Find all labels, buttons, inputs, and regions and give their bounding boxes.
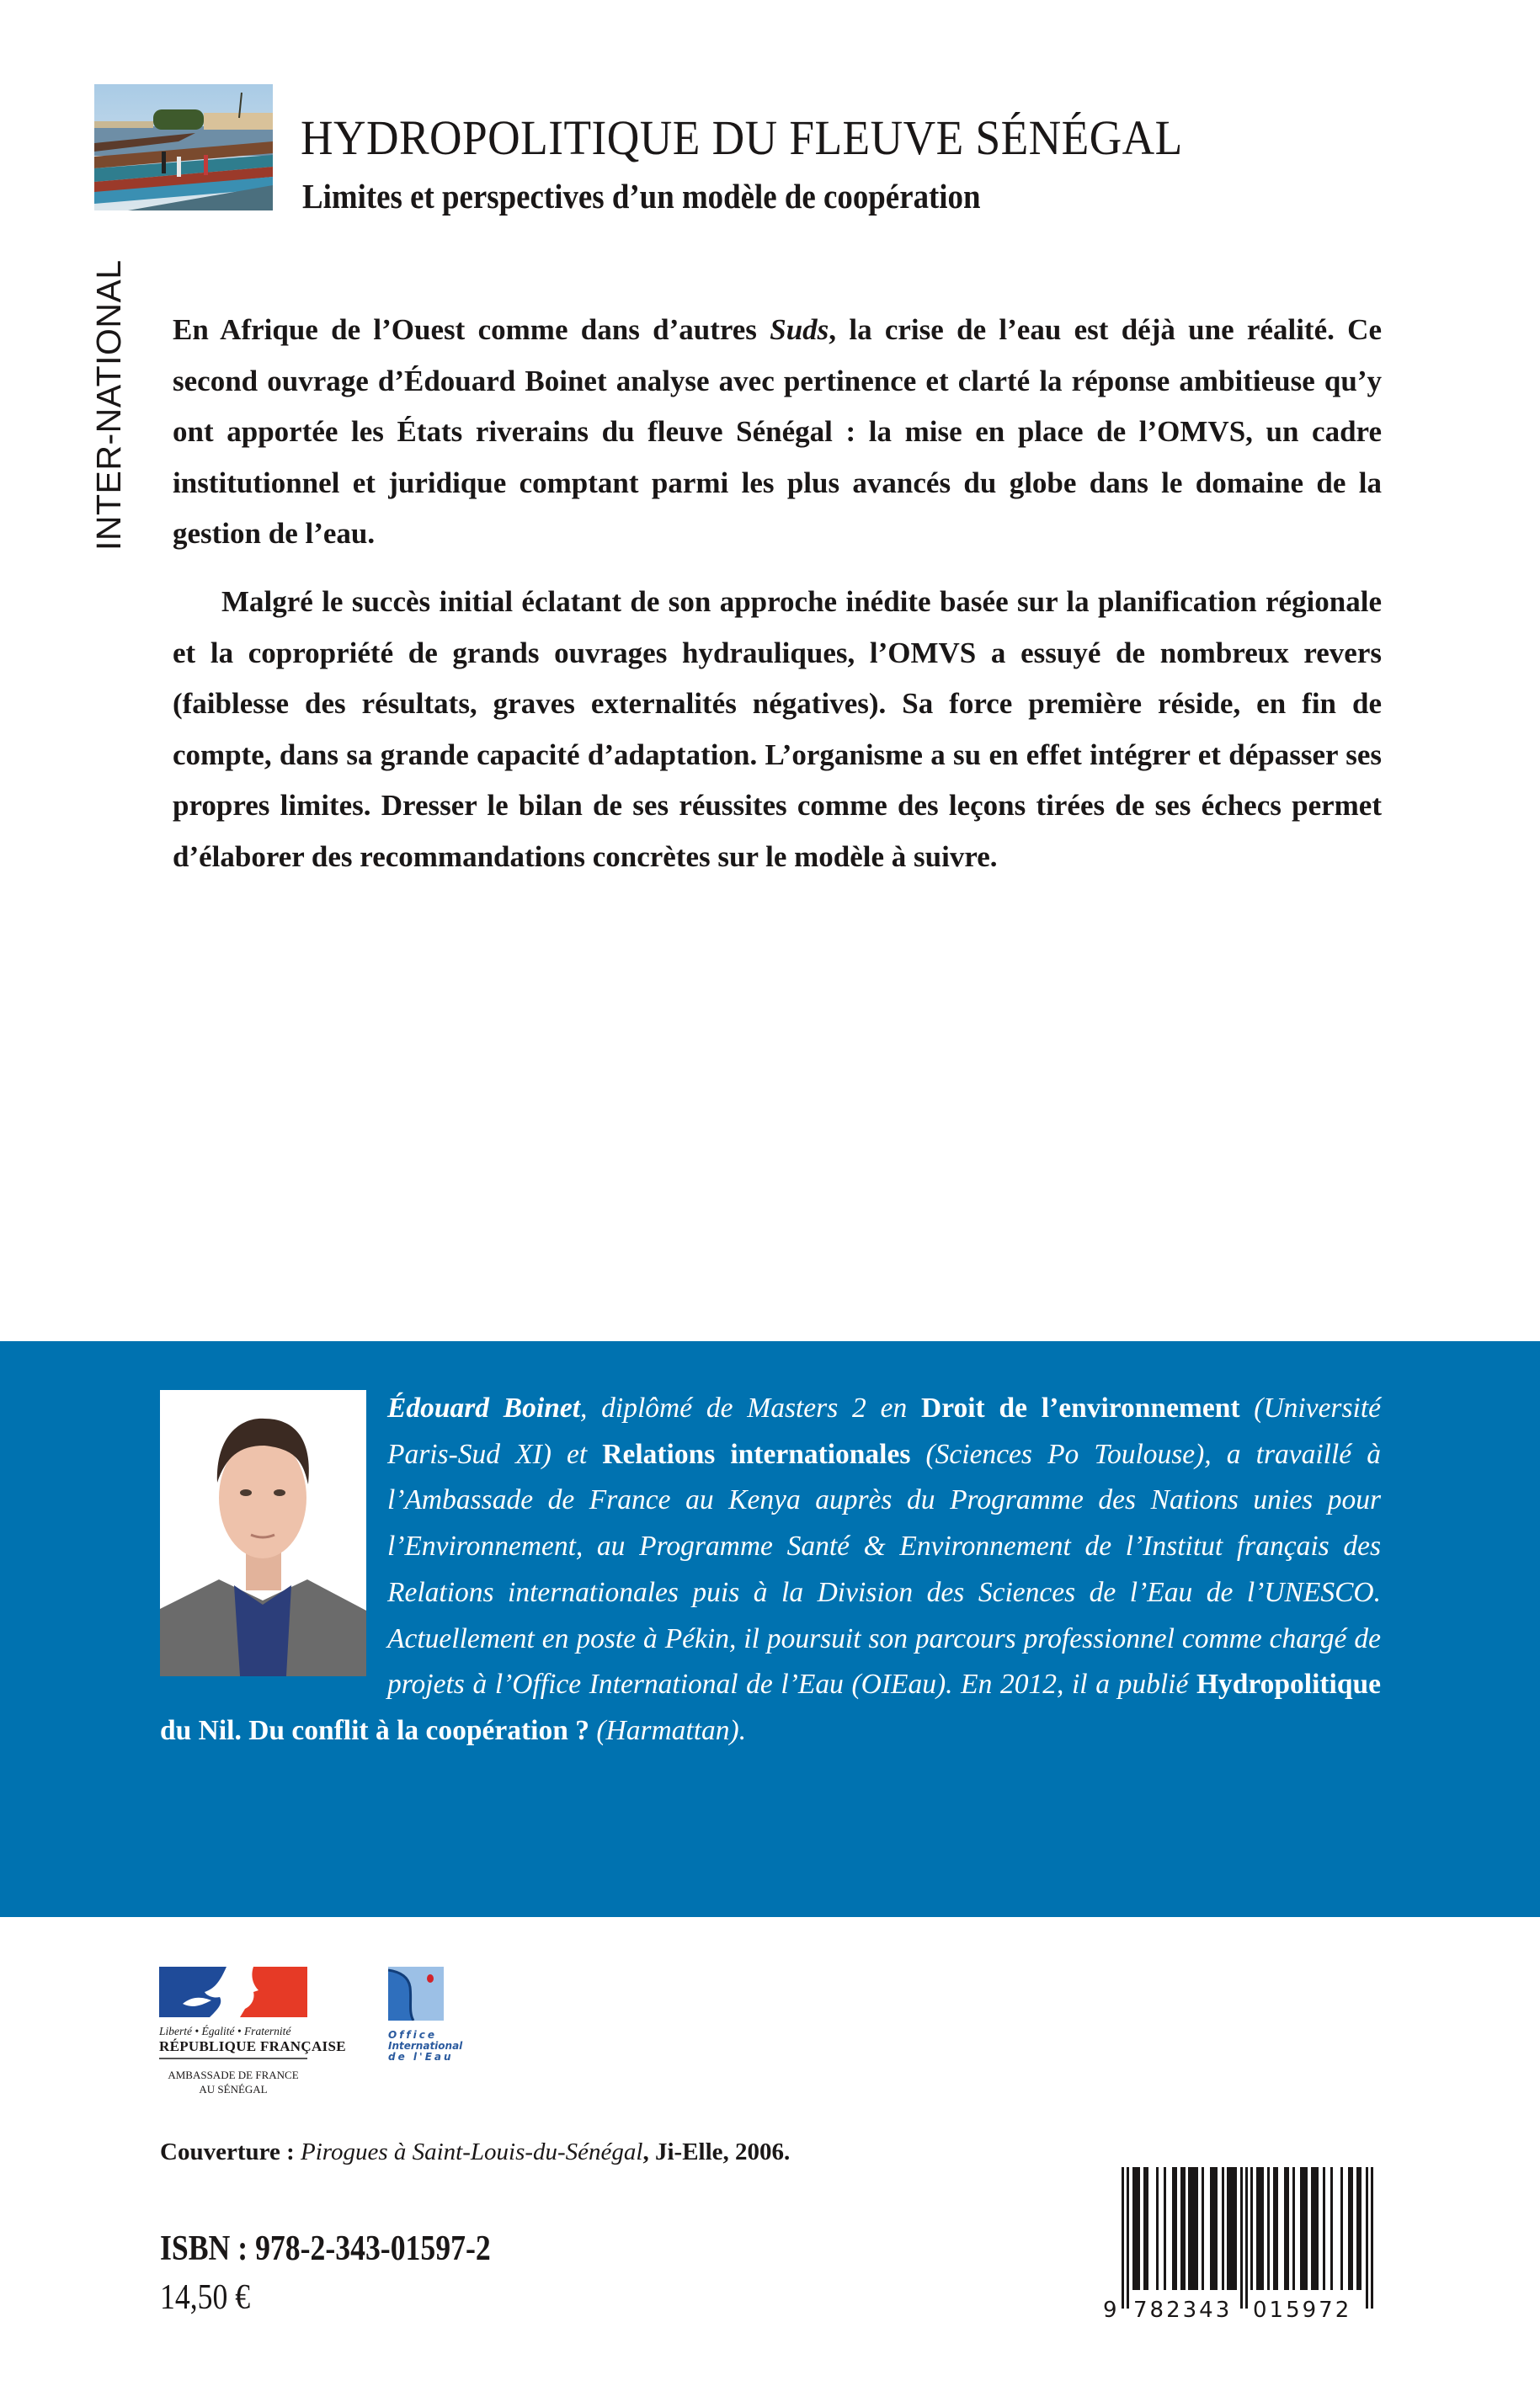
rf-embassy-line-2: AU SÉNÉGAL bbox=[199, 2083, 268, 2096]
credit-author-year: , Ji-Elle, 2006. bbox=[642, 2138, 791, 2165]
degree-1: Droit de l’environnement bbox=[921, 1393, 1240, 1424]
book-subtitle: Limites et perspectives d’un modèle de coopération bbox=[302, 177, 981, 216]
rf-name: RÉPUBLIQUE FRANÇAISE bbox=[159, 2038, 307, 2059]
author-bio bbox=[160, 1386, 1381, 1755]
blurb-text: En Afrique de l’Ouest comme dans d’autres bbox=[173, 313, 770, 346]
blurb-paragraph-2: Malgré le succès initial éclatant de son approche inédite basée sur la planification régionale et la copropriété de grands ouvrages hydrauliques, l’OMVS a essuyé de nombreux revers (faiblesse des résultats, graves externalités négatives). Sa force première réside, en fin de compte, dans sa grande capacité d’adaptation. L’organisme a su en effet intégrer et dépasser ses propres limites. Dresser le bilan de ses réussites comme des leçons tirées de ses échecs permet d’élaborer des recommandations concrètes sur le modèle à suivre. bbox=[173, 584, 1382, 873]
cover-thumbnail-image bbox=[94, 84, 273, 210]
bio-text: (Sciences Po Toulouse), a travaillé à l’Ambassade de France au Kenya auprès du Programme des Nations unies pour l’Environnement, au Programme Santé & Environnement de l’Institut français des Relations internationales puis à la Division des Sciences de l’Eau de l’UNESCO. Actuellement en poste à Pékin, il poursuit son parcours professionnel comme chargé de projets à l’Office International de l’Eau (OIEau). En 2012, il a publié bbox=[387, 1438, 1381, 1701]
credit-label: Couverture : bbox=[160, 2138, 301, 2165]
pirogues-photo-icon bbox=[94, 84, 273, 210]
oieau-line-1: Office bbox=[388, 2029, 438, 2041]
blurb-text: , la crise de l’eau est déjà une réalité. Ce second ouvrage d’Édouard Boinet analyse avec pertinence et clarté la réponse ambitieuse qu’y ont apportée les États riverains du fleuve Sénégal : la mise en place de l’OMVS, un cadre institutionnel et juridique comptant parmi les plus avancés du globe dans le domaine de la gestion de l’eau. bbox=[173, 313, 1382, 551]
bio-text: (Harmattan). bbox=[589, 1714, 747, 1746]
photo-spacer bbox=[160, 1386, 387, 1706]
barcode-right-digits: 015972 bbox=[1253, 2298, 1352, 2320]
blurb bbox=[173, 305, 1382, 883]
blurb-emphasis: Suds bbox=[770, 313, 829, 346]
collection-label: INTER-NATIONAL bbox=[89, 259, 128, 551]
blurb-paragraph-1 bbox=[173, 305, 1382, 560]
rf-embassy-line-1: AMBASSADE DE FRANCE bbox=[168, 2069, 299, 2081]
oieau-line-3: de l'Eau bbox=[388, 2051, 454, 2063]
oieau-logo bbox=[388, 1967, 463, 2063]
oieau-line-2: International bbox=[388, 2040, 463, 2052]
degree-2: Relations internationales bbox=[602, 1438, 911, 1470]
previous-book-title: Hydropolitique du Nil. Du conflit à la coopération ? bbox=[160, 1669, 1381, 1746]
book-title: HYDROPOLITIQUE DU FLEUVE SÉNÉGAL bbox=[301, 110, 1183, 165]
author-name: Édouard Boinet bbox=[387, 1393, 581, 1424]
bio-text: (Université Paris-Sud XI) et bbox=[387, 1393, 1381, 1470]
barcode-icon bbox=[1100, 2167, 1386, 2320]
oieau-wave-icon bbox=[388, 1967, 444, 2021]
isbn: ISBN : 978-2-343-01597-2 bbox=[160, 2229, 491, 2268]
ean-barcode bbox=[1100, 2167, 1386, 2320]
credit-title: Pirogues à Saint-Louis-du-Sénégal bbox=[300, 2138, 643, 2165]
rf-motto: Liberté • Égalité • Fraternité bbox=[159, 2025, 291, 2037]
price: 14,50 € bbox=[160, 2278, 251, 2317]
cover-credit bbox=[160, 2137, 790, 2167]
marianne-icon bbox=[159, 1967, 307, 2017]
barcode-first-digit: 9 bbox=[1103, 2298, 1117, 2320]
oieau-text bbox=[388, 2029, 463, 2063]
bio-text: , diplômé de Masters 2 en bbox=[580, 1393, 922, 1424]
barcode-left-digits: 782343 bbox=[1133, 2298, 1233, 2320]
republique-francaise-logo bbox=[159, 1967, 346, 2096]
